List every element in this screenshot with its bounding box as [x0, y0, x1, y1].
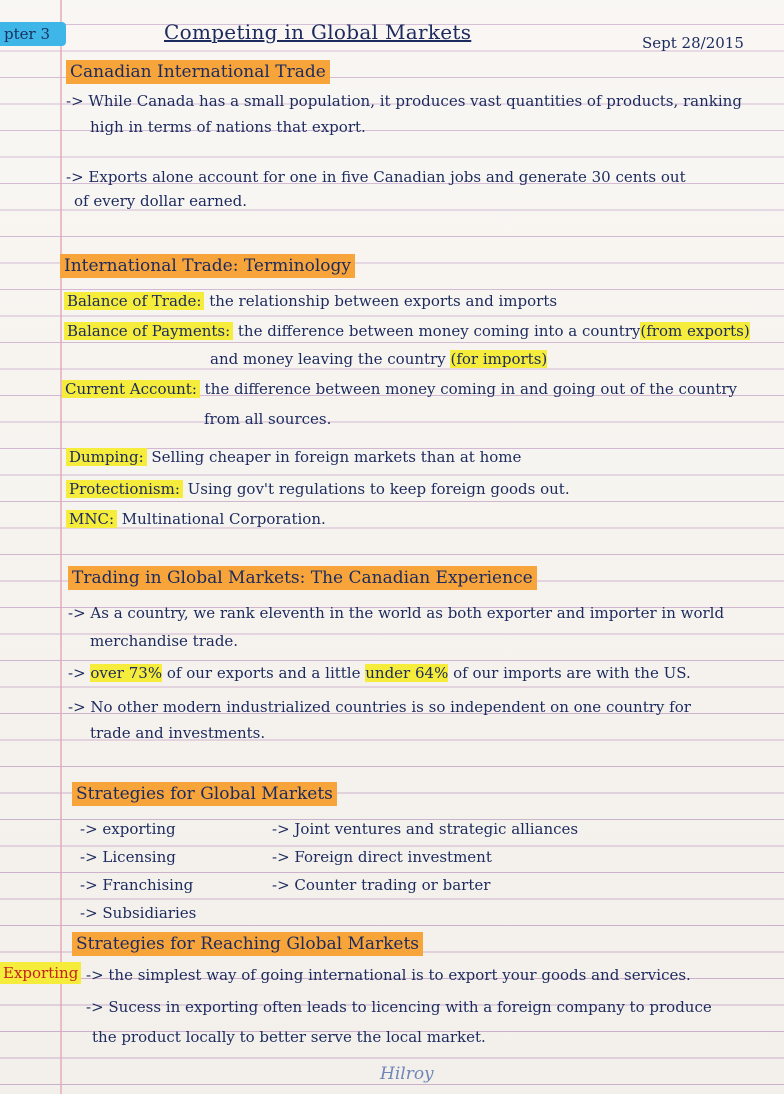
heading-terminology: International Trade: Terminology: [60, 254, 355, 278]
s1-line-4: of every dollar earned.: [74, 192, 247, 210]
date: Sept 28/2015: [642, 34, 744, 52]
payments-continued: [210, 348, 547, 370]
term-def: Using gov't regulations to keep foreign goods out.: [182, 480, 570, 498]
term-balance-of-payments: [64, 320, 750, 342]
s5-line-2: -> Sucess in exporting often leads to licencing with a foreign company to produce: [86, 998, 712, 1016]
term-def: Multinational Corporation.: [117, 510, 326, 528]
term-def: the relationship between exports and imports: [204, 292, 558, 310]
brand-logo: Hilroy: [380, 1064, 434, 1084]
strategy-right-3: -> Counter trading or barter: [272, 876, 491, 894]
strategy-left-1: -> exporting: [80, 820, 176, 838]
s3-line-4: trade and investments.: [90, 724, 266, 742]
s1-line-1: -> While Canada has a small population, it produces vast quantities of products, ranking: [66, 92, 742, 110]
stat-prefix: ->: [68, 664, 91, 682]
stat-imports: under 64%: [365, 664, 449, 682]
term-def: the difference between money coming in and going out of the country: [199, 380, 737, 398]
s3-line-2: merchandise trade.: [90, 632, 239, 650]
s3-line-3: -> No other modern industrialized countries is so independent on one country for: [68, 698, 691, 716]
term-dumping: [66, 446, 521, 468]
s3-line-1: -> As a country, we rank eleventh in the world as both exporter and importer in world: [68, 604, 725, 622]
term-extra: (from exports): [640, 322, 750, 340]
term-label: Dumping:: [66, 448, 147, 466]
chapter-tab: pter 3: [0, 22, 66, 46]
current-continued: from all sources.: [204, 410, 332, 428]
strategy-right-2: -> Foreign direct investment: [272, 848, 492, 866]
stat-exports: over 73%: [90, 664, 163, 682]
exporting-label: Exporting: [0, 962, 81, 984]
strategy-right-1: -> Joint ventures and strategic alliances: [272, 820, 579, 838]
term-protectionism: [66, 478, 570, 500]
term-current-account: [62, 378, 737, 400]
s1-line-3: -> Exports alone account for one in five Canadian jobs and generate 30 cents out: [66, 168, 686, 186]
term-label: Current Account:: [62, 380, 200, 398]
s3-stat-line: [68, 662, 691, 684]
stat-end: of our imports are with the US.: [448, 664, 691, 682]
strategy-left-4: -> Subsidiaries: [80, 904, 197, 922]
strategy-left-2: -> Licensing: [80, 848, 176, 866]
term-label: MNC:: [66, 510, 117, 528]
heading-canadian-experience: Trading in Global Markets: The Canadian Experience: [68, 566, 537, 590]
term-label: Balance of Trade:: [64, 292, 204, 310]
term-def: the difference between money coming into a country: [233, 322, 641, 340]
stat-mid: of our exports and a little: [162, 664, 366, 682]
page-title: Competing in Global Markets: [164, 20, 472, 44]
margin-line: [60, 0, 62, 1094]
s5-line-3: the product locally to better serve the local market.: [92, 1028, 486, 1046]
s5-line-1: -> the simplest way of going international is to export your goods and services.: [86, 966, 691, 984]
term-mnc: [66, 508, 326, 530]
strategy-left-3: -> Franchising: [80, 876, 194, 894]
payments-cont-a: and money leaving the country: [210, 350, 451, 368]
heading-reaching-markets: Strategies for Reaching Global Markets: [72, 932, 423, 956]
s1-line-2: high in terms of nations that export.: [90, 118, 366, 136]
term-def: Selling cheaper in foreign markets than at home: [146, 448, 522, 466]
term-label: Protectionism:: [66, 480, 183, 498]
term-label: Balance of Payments:: [64, 322, 233, 340]
heading-strategies: Strategies for Global Markets: [72, 782, 337, 806]
term-balance-of-trade: [64, 290, 557, 312]
heading-canadian-trade: Canadian International Trade: [66, 60, 330, 84]
payments-cont-b: (for imports): [450, 350, 548, 368]
